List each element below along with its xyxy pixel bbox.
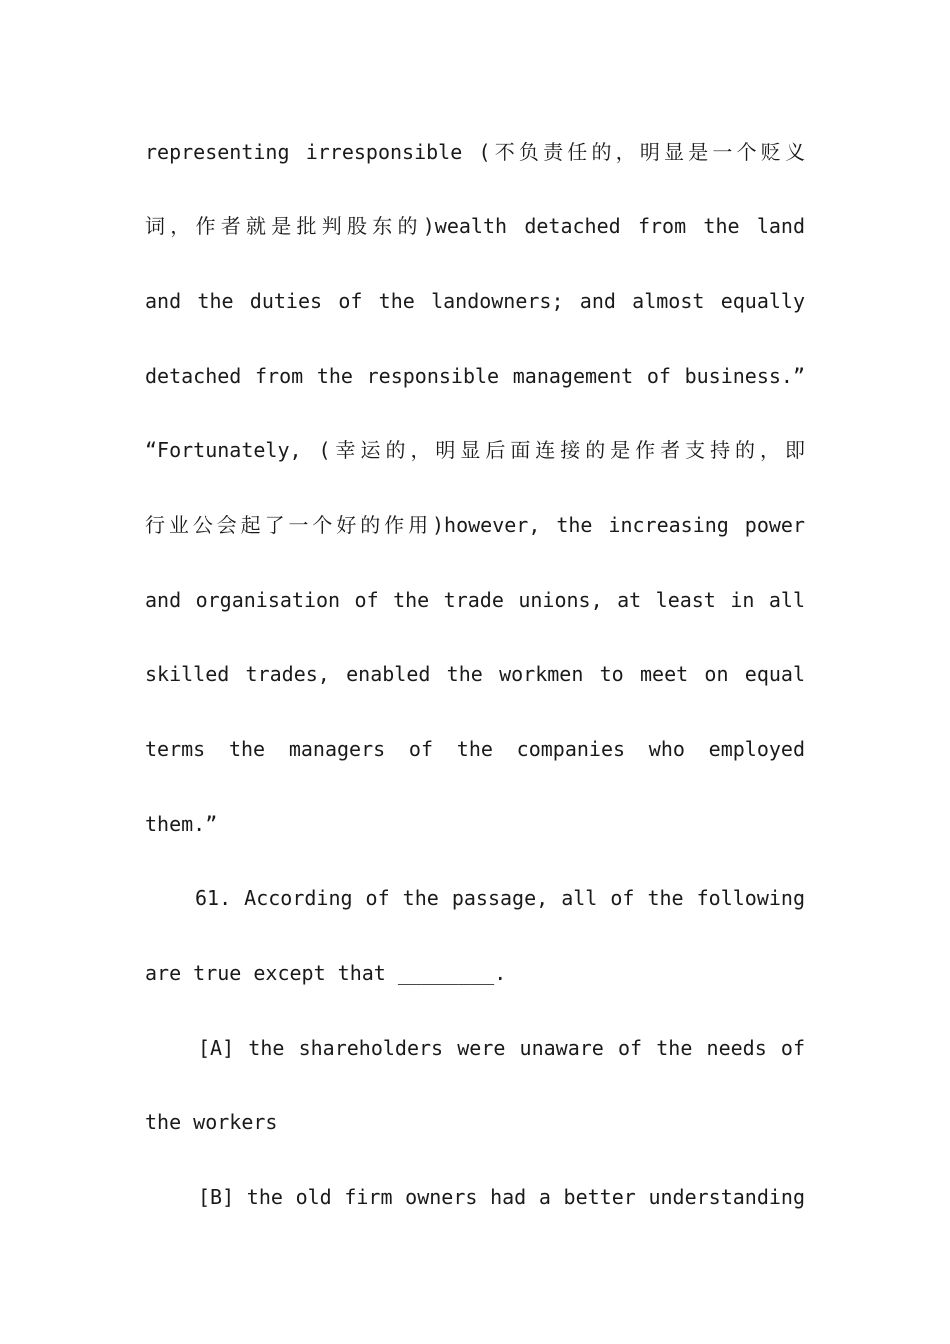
- text-line: representing irresponsible (不负责任的，明显是一个贬义: [145, 140, 805, 164]
- text-line: and the duties of the landowners; and almost equally: [145, 289, 805, 313]
- text-line: detached from the responsible management of business.”: [145, 364, 805, 388]
- question-stem: 61. According of the passage, all of the following: [195, 886, 805, 910]
- text-line: terms the managers of the companies who employed: [145, 737, 805, 761]
- text-line: 词，作者就是批判股东的)wealth detached from the land: [145, 214, 805, 238]
- text-line: and organisation of the trade unions, at least in all: [145, 588, 805, 612]
- text-line: 行业公会起了一个好的作用)however, the increasing power: [145, 513, 805, 537]
- option-a-continued: the workers: [145, 1110, 278, 1134]
- option-b: [B] the old firm owners had a better understanding: [198, 1185, 805, 1209]
- text-line: them.”: [145, 812, 218, 836]
- question-stem-continued: are true except that ________.: [145, 961, 507, 985]
- text-line: skilled trades, enabled the workmen to meet on equal: [145, 662, 805, 686]
- option-a: [A] the shareholders were unaware of the needs of: [198, 1036, 805, 1060]
- text-line: “Fortunately, (幸运的，明显后面连接的是作者支持的，即: [145, 438, 805, 462]
